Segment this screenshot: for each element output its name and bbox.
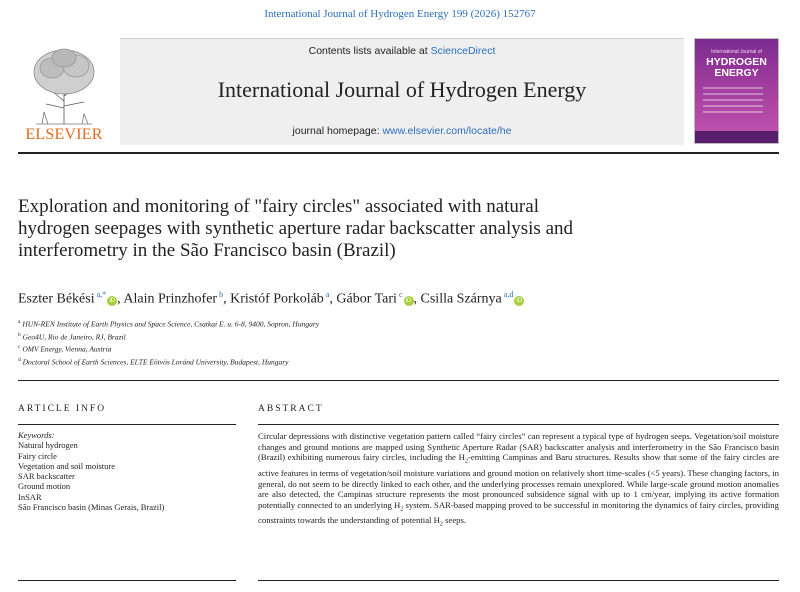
article-title-line: interferometry in the São Francisco basin (Brazil) (18, 240, 396, 261)
abstract-text (258, 431, 779, 531)
keyword-item: São Francisco basin (Minas Gerais, Brazil) (18, 502, 165, 513)
article-info-divider (18, 424, 236, 425)
article-title-line: hydrogen seepages with synthetic aperture radar backscatter analysis and (18, 218, 573, 239)
affiliation-text: HUN-REN Institute of Earth Physics and Space Science, Csatkai E. u. 6-8, 9400, Sopron, Hungary (20, 319, 320, 329)
author-list (18, 290, 778, 308)
affiliation-text: OMV Energy, Vienna, Austria (20, 344, 112, 354)
header-bottom-divider (18, 380, 779, 381)
elsevier-logo[interactable] (18, 38, 110, 144)
author-separator: , (117, 291, 124, 307)
author-affiliation-marker[interactable]: b (217, 290, 224, 299)
affiliation-text: Geo4U, Rio de Janeiro, RJ, Brazil (20, 332, 126, 341)
subscript-2: 2 (400, 506, 404, 513)
abstract-part: system. SAR-based mapping proved to be successful in monitoring the dynamics of fairy circles, providing constraints towards the understanding of potential H (258, 499, 779, 526)
orcid-icon[interactable]: iD (404, 296, 414, 306)
author-name[interactable]: Alain Prinzhofer (123, 291, 218, 307)
sciencedirect-link[interactable]: ScienceDirect (430, 45, 496, 57)
journal-cover-thumbnail[interactable] (694, 38, 779, 144)
journal-masthead (18, 38, 779, 144)
author-name[interactable]: Kristóf Porkoláb (230, 291, 324, 307)
affiliation-text: Doctoral School of Earth Sciences, ELTE Eötvös Loránd University, Budapest, Hungary (20, 357, 289, 366)
keywords-label: Keywords: (18, 430, 55, 440)
abstract-heading: ABSTRACT (258, 404, 324, 414)
affiliation-list (18, 317, 778, 367)
elsevier-tree-icon (22, 46, 106, 126)
affiliation-item (18, 342, 778, 355)
article-title-line: Exploration and monitoring of "fairy circles" associated with natural (18, 196, 539, 217)
affiliation-key: a (18, 319, 21, 325)
keyword-item: Ground motion (18, 481, 71, 492)
keyword-item: SAR backscatter (18, 471, 75, 482)
affiliation-item (18, 330, 778, 343)
cover-footer-bar (695, 131, 778, 143)
journal-reference-link[interactable]: International Journal of Hydrogen Energy 199 (2026) 152767 (264, 8, 536, 20)
author-affiliation-marker[interactable]: a,d (501, 290, 514, 299)
cover-title (695, 57, 778, 79)
cover-title-line-1: HYDROGEN (706, 56, 767, 68)
contents-available-line (120, 45, 684, 57)
author-separator: , (329, 291, 337, 307)
elsevier-wordmark: ELSEVIER (25, 126, 103, 143)
keyword-item: Natural hydrogen (18, 440, 78, 451)
author-name[interactable]: Csilla Szárnya (420, 291, 502, 307)
keyword-item: Fairy circle (18, 450, 57, 461)
affiliation-key: b (18, 331, 21, 338)
abstract-part: seeps. (442, 515, 467, 526)
homepage-prefix: journal homepage: (292, 125, 383, 137)
keyword-list (18, 440, 238, 512)
keywords-block (18, 430, 238, 512)
article-title (18, 196, 718, 262)
keyword-item: Vegetation and soil moisture (18, 460, 116, 471)
subscript-2: 2 (464, 459, 468, 466)
affiliation-item (18, 317, 778, 330)
author-separator: , (413, 291, 421, 307)
article-info-heading: ARTICLE INFO (18, 404, 107, 414)
cover-subtitle: International Journal of (711, 49, 762, 55)
journal-title[interactable]: International Journal of Hydrogen Energy (217, 77, 587, 102)
subscript-2: 2 (439, 522, 443, 529)
author-affiliation-marker[interactable]: c (396, 290, 403, 299)
homepage-link[interactable]: www.elsevier.com/locate/he (382, 125, 512, 137)
article-info-bottom-divider (18, 580, 236, 581)
affiliation-key: d (18, 356, 21, 363)
affiliation-key: c (18, 344, 21, 350)
keyword-item: InSAR (18, 491, 42, 502)
affiliation-item (18, 355, 778, 368)
author-separator: , (223, 291, 231, 307)
journal-homepage-line (120, 125, 684, 137)
abstract-bottom-divider (258, 580, 779, 581)
cover-decoration (703, 87, 763, 117)
journal-header-panel (120, 38, 684, 145)
author-affiliation-marker[interactable]: a (323, 290, 330, 299)
orcid-icon[interactable]: iD (514, 296, 524, 306)
abstract-part: Circular depressions with distinctive vegetation pattern called “fairy circles” can represent a typical type of hydrogen seeps. Vegetation/soil moisture changes and ground motions are mapped using Synthetic Aperture Radar (SAR) backscatter analysis and interferometry in the São Francisco basin (Brazil) exhibiting numerous fairy circles, including the H (258, 431, 779, 463)
orcid-icon[interactable]: iD (107, 296, 117, 306)
cover-title-line-2: ENERGY (714, 67, 759, 79)
author-affiliation-marker[interactable]: a,* (94, 290, 107, 299)
abstract-divider (258, 424, 779, 425)
contents-prefix: Contents lists available at (308, 45, 431, 57)
author-name[interactable]: Gábor Tari (336, 291, 397, 307)
masthead-divider (18, 152, 779, 154)
abstract-part: -emitting Campinas and Baru structures. Results show that some of the fairy circles are active features in terms of vegetation/soil moisture variations and ground motion on relatively short time-scales (<5 years). These changing factors, in general, do not seem to be directly linked to each other, and the underlying processes remain unexplored. While large-scale ground motion anomalies are also detected, the Campinas structure represents the most pronounced subsidence signal with up to 1 cm/year, implying its active formation potentially connected to an underlying H (258, 452, 780, 510)
author-name[interactable]: Eszter Békési (18, 291, 95, 307)
